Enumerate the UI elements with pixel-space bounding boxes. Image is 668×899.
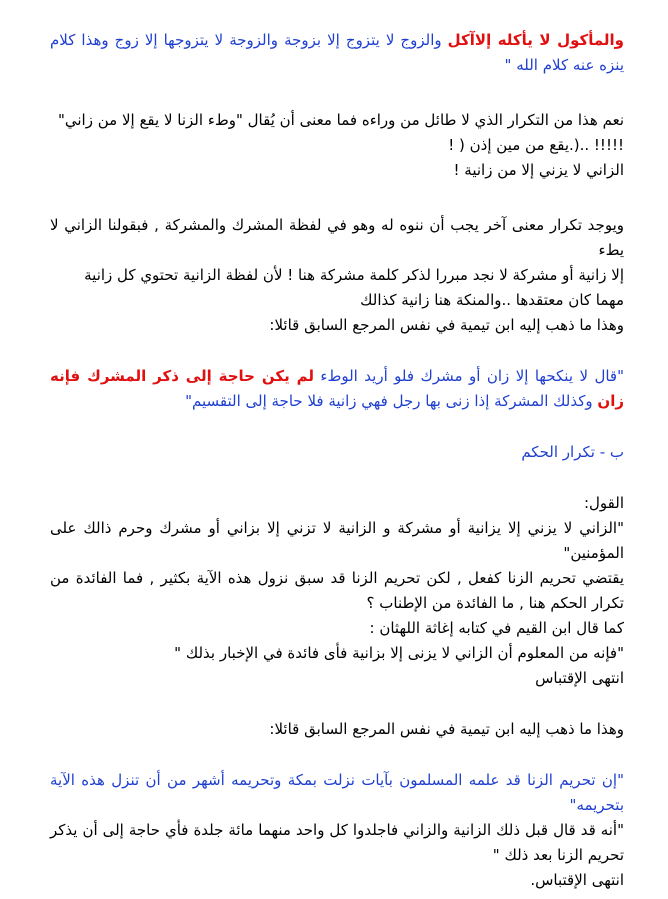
section-heading: ب - تكرار الحكم: [521, 443, 624, 461]
section-2-line-6: انتهى الإقتباس: [535, 669, 624, 687]
section-2-line-2: "الزاني لا يزني إلا يزانية أو مشركة و الزانية لا تزني إلا بزاني أو مشرك وحرم ذالك على المؤمنين": [50, 519, 624, 562]
paragraph-2-line-3: الزاني لا يزني إلا من زانية !: [453, 161, 624, 179]
quote-ibn-taymiyyah-1: [50, 364, 624, 414]
paragraph-2-line-2: !!!!! ..(.يقع من مين إذن ( !: [448, 136, 624, 154]
paragraph-3-line-4: وهذا ما ذهب إليه ابن تيمية في نفس المرجع السابق قائلا:: [269, 316, 624, 334]
quote-part-highlight: لم يكن حاجة إلى ذكر المشرك فإنه زان: [50, 367, 624, 410]
section-3-line-2: انتهى الإقتباس.: [530, 871, 624, 889]
quote-part-c: وكذلك المشركة إذا زنى بها رجل فهي زانية فلا حاجة إلى التقسيم": [185, 392, 598, 410]
section-2-line-5: "فإنه من المعلوم أن الزاني لا يزنى إلا بزانية فأى فائدة في الإخبار بذلك ": [174, 644, 624, 662]
section-3-intro: وهذا ما ذهب إليه ابن تيمية في نفس المرجع السابق قائلا:: [269, 720, 624, 738]
paragraph-1: [50, 28, 624, 78]
section-3-blue-quote: "إن تحريم الزنا قد علمه المسلمون بآيات نزلت بمكة وتحريمه أشهر من أن تنزل هذه الآية بتحريمه": [50, 771, 624, 814]
quote-blue-text: والزوج لا يتزوج إلا بزوجة والزوجة لا يتزوجها إلا زوج وهذا كلام ينزه عنه كلام الله ": [50, 31, 624, 74]
section-2-line-4: كما قال ابن القيم في كتابه إغاثة اللهثان :: [369, 619, 624, 637]
highlight-red-text: والمأكول لا يأكله إلاآكل: [447, 31, 625, 49]
section-2-line-3: يقتضي تحريم الزنا كفعل , لكن تحريم الزنا قد سبق نزول هذه الآية بكثير , فما الفائدة من تكرار الحكم هنا , ما الفائدة من الإطناب ؟: [50, 569, 624, 612]
paragraph-3-line-2: إلا زانية أو مشركة لا نجد مبررا لذكر كلمة مشركة هنا ! لأن لفظة الزانية تحتوي كل زانية: [84, 266, 624, 284]
paragraph-2-line-1: نعم هذا من التكرار الذي لا طائل من وراءه فما معنى أن يُقال "وطء الزنا لا يقع إلا من زاني": [57, 111, 624, 129]
paragraph-3-line-3: مهما كان معتقدها ..والمنكة هنا زانية كذالك: [360, 291, 624, 309]
section-3-line-1: "أنه قد قال قبل ذلك الزانية والزاني فاجلدوا كل واحد منهما مائة جلدة فأي حاجة إلى أن يذكر تحريم الزنا بعد ذلك ": [50, 821, 624, 864]
quote-part-a: "قال لا ينكحها إلا زان أو مشرك فلو أريد الوطء: [314, 367, 624, 385]
paragraph-3-line-1: ويوجد تكرار معنى آخر يجب أن ننوه له وهو في لفظة المشرك والمشركة , فبقولنا الزاني لا يطء: [50, 216, 624, 259]
section-2-line-1: القول:: [583, 494, 624, 512]
